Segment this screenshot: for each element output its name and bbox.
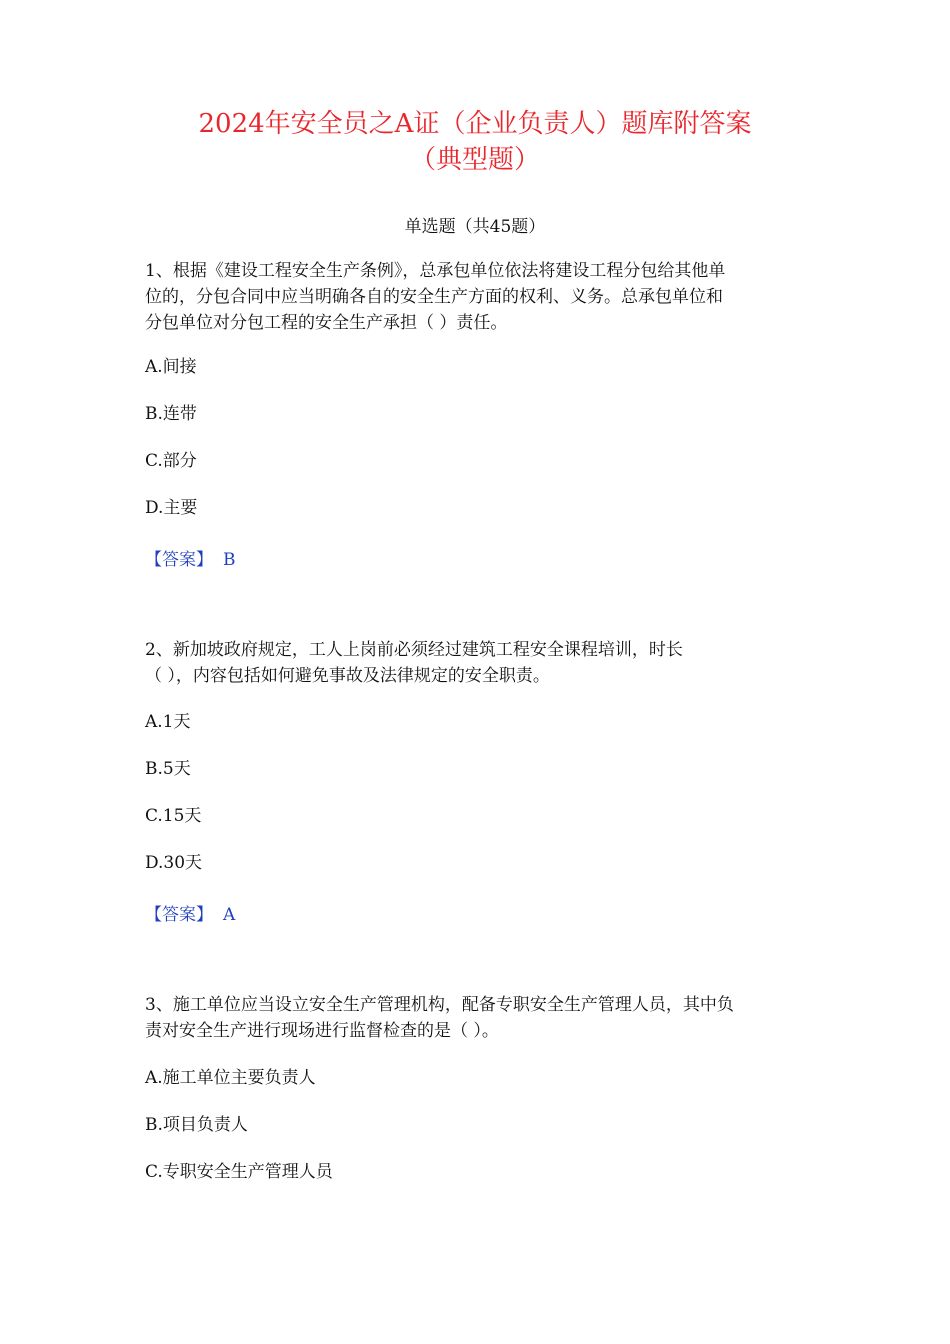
document-title-line1: 2024年安全员之A证（企业负责人）题库附答案 [198, 109, 752, 139]
question-3-option-a: A.施工单位主要负责人 [145, 1068, 316, 1088]
answer-label: 【答案】 [145, 905, 213, 925]
question-3-option-c: C.专职安全生产管理人员 [145, 1162, 333, 1182]
question-1-option-b: B.连带 [145, 404, 197, 424]
question-1-option-c: C.部分 [145, 451, 197, 471]
question-2-stem-line-2: （ ），内容包括如何避免事故及法律规定的安全职责。 [145, 666, 550, 686]
question-2-option-a: A.1天 [145, 712, 191, 732]
question-1-stem-line-2: 位的，分包合同中应当明确各自的安全生产方面的权利、义务。总承包单位和 [145, 287, 723, 307]
answer-value: A [223, 905, 236, 925]
question-1-option-d: D.主要 [145, 498, 198, 518]
question-2-answer [145, 900, 235, 925]
answer-value: B [223, 550, 236, 570]
question-2-option-c: C.15天 [145, 806, 202, 826]
question-1-stem-line-3: 分包单位对分包工程的安全生产承担（ ）责任。 [145, 313, 508, 333]
question-1-option-a: A.间接 [145, 357, 197, 377]
question-2-option-b: B.5天 [145, 759, 191, 779]
question-2-option-d: D.30天 [145, 853, 203, 873]
question-3-stem-line-1: 3、施工单位应当设立安全生产管理机构，配备专职安全生产管理人员，其中负 [145, 995, 734, 1015]
question-3-stem-line-2: 责对安全生产进行现场进行监督检查的是（ ）。 [145, 1021, 499, 1041]
question-1-stem-line-1: 1、根据《建设工程安全生产条例》，总承包单位依法将建设工程分包给其他单 [145, 261, 726, 281]
question-1-answer [145, 545, 236, 570]
answer-label: 【答案】 [145, 550, 213, 570]
question-3-option-b: B.项目负责人 [145, 1115, 248, 1135]
question-2-stem-line-1: 2、新加坡政府规定，工人上岗前必须经过建筑工程安全课程培训，时长 [145, 640, 683, 660]
document-title-line2: （典型题） [409, 145, 540, 175]
section-heading: 单选题（共45题） [404, 217, 546, 237]
